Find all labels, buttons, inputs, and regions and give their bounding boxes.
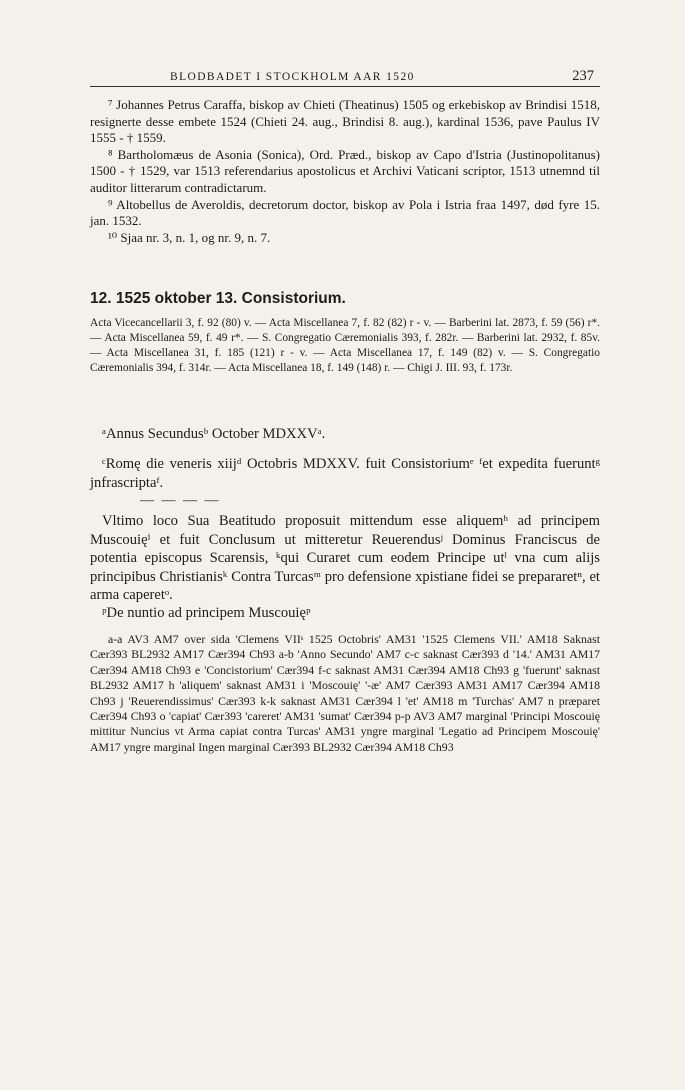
ellipsis-dashes: — — — — (140, 493, 221, 508)
page-number: 237 (572, 68, 594, 84)
footnote-9: ⁹ Altobellus de Averoldis, decretorum doctor, biskop av Pola i Istria fraa 1497, død fyre 15. jan. 1532. (90, 196, 600, 229)
footnote-7: ⁷ Johannes Petrus Caraffa, biskop av Chieti (Theatinus) 1505 og erkebiskop av Brindisi 1518, resignerte desse embete 1524 (Chieti 24. aug., Brindisi 8. aug.), kardinal 1536, pave Paulus IV 1555 - † 1559. (90, 97, 600, 146)
body-paragraph: Vltimo loco Sua Beatitudo proposuit mittendum esse aliquemʰ ad principem Muscouięⁱ et fuit Conclusum ut mitteretur Reuerendusʲ Dominus Franciscus de potentia episcopus Scarensis, ᵏqui Curaret cum eodem Principe utˡ vna cum alijs principibus Christianisᵏ Contra Turcasᵐ pro defensione xpistiane fidei se prepararetⁿ, et arma caperetᵒ. (90, 513, 600, 604)
main-text-body (90, 512, 600, 605)
footnotes (90, 97, 600, 246)
critical-apparatus (90, 632, 600, 755)
apparatus-text: a-a AV3 AM7 over sida 'Clemens VIIˢ 1525 Octobris' AM31 '1525 Clemens VII.' AM18 Saknast Cær393 BL2932 AM17 Cær394 Ch93 a-b 'Anno Secundo' AM7 c-c saknast Cær393 d '14.' AM31 AM17 Cær394 AM18 Ch93 e 'Concistorium' Cær394 f-c saknast AM31 Cær394 AM18 Ch93 g 'fuerunt' saknast BL2932 AM17 h 'aliquem' saknast AM31 i 'Moscouię' '-æ' AM7 Cær393 AM31 AM17 Cær394 AM18 Ch93 j 'Reuerendissimus' Cær393 k-k saknast AM31 Cær394 l 'et' AM18 m 'Turchas' AM7 n præparet Cær394 Ch93 o 'capiat' Cær393 'careret' AM31 'sumat' Cær394 p-p AV3 AM7 marginal 'Principi Moscouię mittitur Nuncius vt Arma capiat contra Turcas' AM31 yngre marginal 'Legatio ad Principem Moscouię' AM17 yngre marginal Ingen marginal Cær393 BL2932 Cær394 AM18 Ch93 (90, 632, 600, 754)
marginal-note: ᵖDe nuntio ad principem Muscouięᵖ (102, 605, 311, 621)
main-text-year-line (90, 425, 600, 444)
section-heading: 12. 1525 oktober 13. Consistorium. (90, 290, 346, 307)
date-line: ᶜRomę die veneris xiijᵈ Octobris MDXXV. fuit Consistoriumᵉ ᶠet expedita fueruntᵍ jnfrascriptaᶠ. (90, 456, 600, 491)
main-text-marginal (90, 604, 600, 623)
main-text-date-line (90, 455, 600, 492)
sources-block (90, 316, 600, 376)
sources-text: Acta Vicecancellarii 3, f. 92 (80) v. — Acta Miscellanea 7, f. 82 (82) r - v. — Barberini lat. 2873, f. 59 (56) r*. — Acta Miscellanea 59, f. 49 r*. — S. Congregatio Cæremonialis 393, f. 282r. — Barberini lat. 2932, f. 85v. — Acta Miscellanea 31, f. 185 (121) r - v. — Acta Miscellanea 17, f. 149 (82) v. — S. Congregatio Cæremonialis 394, f. 314r. — Acta Miscellanea 18, f. 149 (148) r. — Chigi J. III. 93, f. 173r. (90, 317, 600, 374)
footnote-10: ¹⁰ Sjaa nr. 3, n. 1, og nr. 9, n. 7. (108, 229, 271, 245)
running-head-title: BLODBADET I STOCKHOLM AAR 1520 (170, 71, 415, 83)
running-head (90, 68, 600, 87)
footnote-8: ⁸ Bartholomæus de Asonia (Sonica), Ord. Præd., biskop av Capo d'Istria (Justinopolitanus) 1500 - † 1529, var 1513 referendarius apostolicus et Archivi Vaticani scriptor, 1513 utnemnd til auditor litterarum contradictarum. (90, 146, 600, 195)
year-line: ᵃAnnus Secundusᵇ October MDXXVᵃ. (102, 426, 326, 442)
